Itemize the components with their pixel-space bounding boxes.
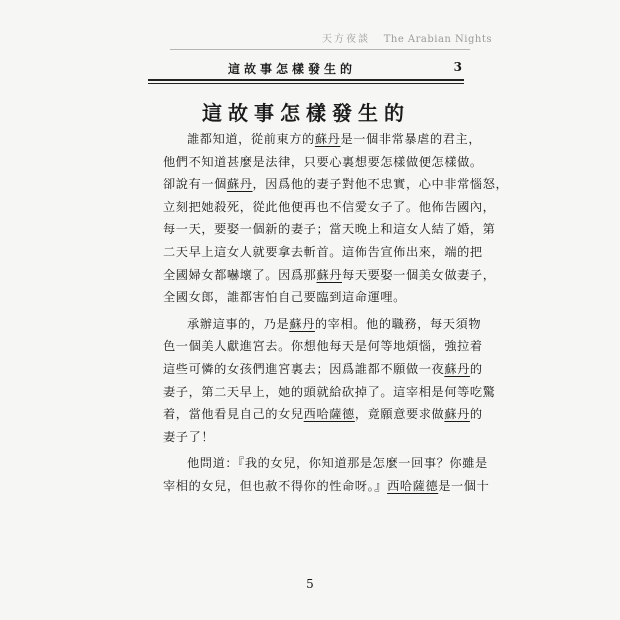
top-rule — [170, 49, 470, 50]
text-line: 立刻把她殺死，從此他便再也不信愛女子了。他佈告國內， — [163, 199, 496, 214]
text-line: 誰都知道，從前東方的蘇丹是一個非常暴虐的君主， — [187, 132, 482, 146]
text-line: 色一個美人獻進宮去。你想他每天是何等地煩惱，強拉着 — [163, 339, 483, 354]
text-line: 全國女郎，誰都害怕自己要臨到這命運哩。 — [163, 290, 406, 305]
body-text — [163, 128, 509, 498]
text-line: 妻子了！ — [163, 429, 215, 444]
page-header — [148, 60, 462, 76]
text-line: 承辦這事的，乃是蘇丹的宰相。他的職務，每天須物 — [187, 316, 482, 331]
running-head — [322, 30, 492, 45]
running-head-english: The Arabian Nights — [383, 34, 492, 45]
running-head-chinese: 天方夜談 — [322, 34, 371, 45]
proper-noun: 西哈薩德 — [387, 478, 439, 493]
proper-noun: 蘇丹 — [289, 316, 315, 331]
proper-noun: 蘇丹 — [444, 407, 470, 422]
footer-page-number: 5 — [306, 577, 314, 591]
text-line: 二天早上這女人就要拿去斬首。這佈告宣佈出來，端的把 — [163, 244, 483, 259]
proper-noun: 蘇丹 — [316, 267, 343, 282]
header-section-title: 這故事怎樣發生的 — [228, 62, 357, 76]
header-rule-thick — [148, 79, 464, 81]
text-line: 他們不知道甚麼是法律，只要心裏想要怎樣做便怎樣做。 — [163, 154, 483, 169]
text-line: 他問道：『我的女兒，你知道那是怎麼一回事？你雖是 — [187, 456, 488, 471]
text-line: 卻說有一個蘇丹，因爲他的妻子對他不忠實，心中非常惱怒， — [163, 177, 509, 192]
text-line: 着，當他看見自己的女兒西哈薩德，竟願意要求做蘇丹的 — [163, 407, 483, 422]
proper-noun: 蘇丹 — [314, 132, 341, 146]
chapter-title: 這故事怎樣發生的 — [202, 101, 410, 125]
header-rule-thin — [148, 83, 464, 84]
text-line: 妻子，第二天早上，她的頭就給砍掉了。這宰相是何等吃驚 — [163, 384, 496, 399]
text-line: 宰相的女兒，但也赦不得你的性命呀。』西哈薩德是一個十 — [163, 478, 490, 493]
proper-noun: 蘇丹 — [444, 361, 470, 376]
text-line: 每一天，要娶一個新的妻子；當天晚上和這女人結了婚，第 — [163, 222, 496, 237]
proper-noun: 西哈薩德 — [303, 407, 355, 422]
proper-noun: 蘇丹 — [226, 177, 253, 192]
header-page-number: 3 — [453, 60, 462, 74]
text-line: 全國婦女都嚇壞了。因爲那蘇丹每天要娶一個美女做妻子， — [163, 267, 496, 282]
text-line: 這些可憐的女孩們進宮裏去；因爲誰都不願做一夜蘇丹的 — [163, 361, 483, 376]
